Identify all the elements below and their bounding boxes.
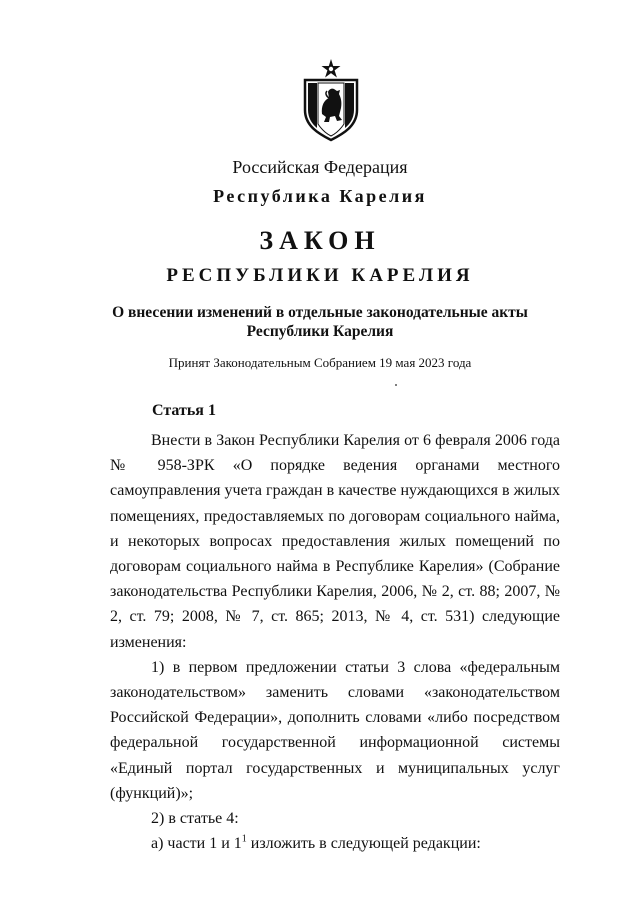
amendment-item-2a	[110, 831, 560, 856]
country-name: Российская Федерация	[232, 157, 408, 177]
law-name	[0, 303, 640, 341]
law-subtitle: РЕСПУБЛИКИ КАРЕЛИЯ	[166, 265, 474, 286]
adoption-date: Принят Законодательным Собранием 19 мая 2023 года	[168, 355, 472, 370]
karelia-coat-of-arms-icon	[299, 58, 363, 142]
article-heading: Статья 1	[152, 402, 216, 419]
item-2a-prefix: а) части 1 и 1	[151, 835, 242, 853]
item-2a-superscript: 1	[241, 833, 247, 845]
scan-speck	[395, 384, 397, 386]
law-name-line2: Республики Карелия	[246, 323, 394, 340]
article-body	[110, 428, 560, 856]
law-name-line1: О внесении изменений в отдельные законодательные акты	[112, 304, 528, 321]
amendment-item-1: 1) в первом предложении статьи 3 слова «федеральным законодательством» заменить словами «законодательством Российской Федерации», дополнить словами «либо посредством федеральной государственной информационной системы «Единый портал государственных и муниципальных услуг (функций)»;	[110, 658, 560, 802]
law-title: ЗАКОН	[259, 226, 381, 255]
item-2a-suffix: изложить в следующей редакции:	[246, 835, 481, 853]
amendment-item-2: 2) в статье 4:	[151, 810, 239, 828]
republic-name: Республика Карелия	[213, 186, 427, 206]
article-intro: Внести в Закон Республики Карелия от 6 февраля 2006 года № 958-ЗРК «О порядке ведения органами местного самоуправления учета граждан в качестве нуждающихся в жилых помещениях, предоставляемых по договорам социального найма, и некоторых вопросах предоставления жилых помещений по договорам социального найма в Республике Карелия» (Собрание законодательства Республики Карелия, 2006, № 2, ст. 88; 2007, № 2, ст. 79; 2008, № 7, ст. 865; 2013, № 4, ст. 531) следующие изменения:	[110, 432, 560, 651]
